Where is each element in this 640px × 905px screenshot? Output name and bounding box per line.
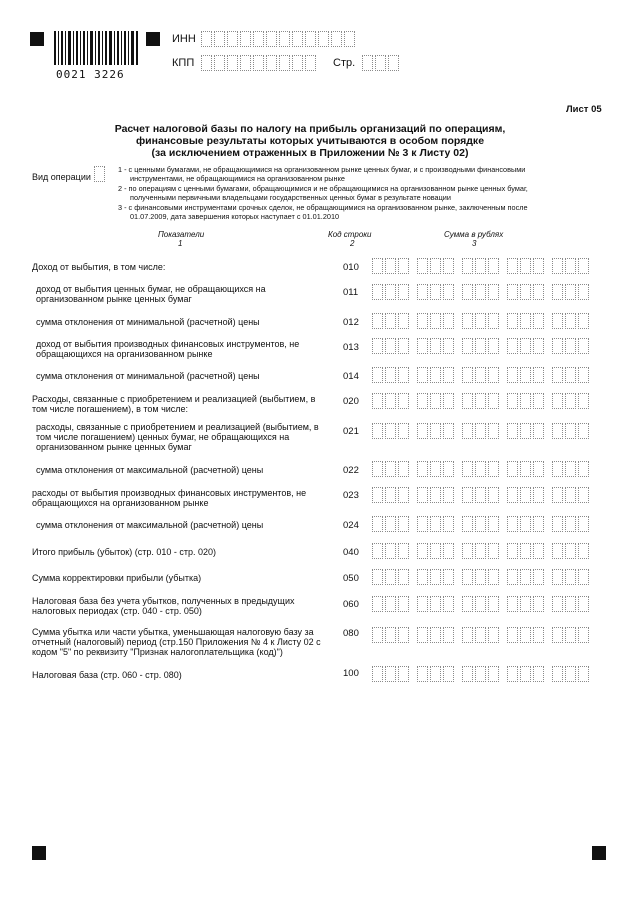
inn-field[interactable] — [201, 31, 357, 47]
row-code: 021 — [343, 426, 359, 437]
amount-field[interactable] — [372, 313, 591, 329]
row-label: сумма отклонения от максимальной (расчетной) цены — [36, 465, 264, 475]
corner-marker-bottom-left — [32, 846, 46, 860]
row-code: 013 — [343, 342, 359, 353]
amount-field[interactable] — [372, 258, 591, 274]
row-code: 014 — [343, 371, 359, 382]
row-label: сумма отклонения от максимальной (расчетной) цены — [36, 520, 264, 530]
operation-type-option: 3 - с финансовыми инструментами срочных сделок, не обращающимися на организованном рынке, заключенным после — [118, 203, 528, 212]
row-label: Расходы, связанные с приобретением и реализацией (выбытием, в — [32, 394, 316, 404]
row-label: Налоговая база (стр. 060 - стр. 080) — [32, 670, 182, 680]
amount-field[interactable] — [372, 516, 591, 532]
column-header-indicators-number: 1 — [178, 239, 183, 248]
row-code: 023 — [343, 490, 359, 501]
row-code: 010 — [343, 262, 359, 273]
row-code: 020 — [343, 396, 359, 407]
form-title-line-2: финансовые результаты которых учитываются в особом порядке — [135, 135, 485, 147]
barcode-digits: 0021 3226 — [56, 68, 125, 81]
row-label: организованном рынке ценных бумаг — [36, 294, 192, 304]
page-label: Стр. — [333, 57, 356, 69]
column-header-amount-number: 3 — [472, 239, 477, 248]
column-header-line-code: Код строки — [328, 230, 372, 239]
row-label: отчетный (налоговый) период (стр.150 Приложения № 4 к Листу 02 с — [32, 637, 321, 647]
row-code: 011 — [343, 287, 359, 298]
row-label: доход от выбытия производных финансовых инструментов, не — [36, 339, 300, 349]
row-label: Итого прибыль (убыток) (стр. 010 - стр. 020) — [32, 547, 217, 557]
row-code: 022 — [343, 465, 359, 476]
amount-field[interactable] — [372, 543, 591, 559]
operation-type-option: 1 - с ценными бумагами, не обращающимися на организованном рынке ценных бумаг, и с производными финансовыми — [118, 165, 526, 174]
amount-field[interactable] — [372, 461, 591, 477]
kpp-field[interactable] — [201, 55, 318, 71]
column-header-line-code-number: 2 — [350, 239, 355, 248]
corner-marker-top-left — [30, 32, 44, 46]
amount-field[interactable] — [372, 666, 591, 682]
barcode — [54, 31, 140, 67]
row-code: 100 — [343, 668, 359, 679]
row-code: 050 — [343, 573, 359, 584]
operation-type-label: Вид операции — [32, 172, 91, 182]
amount-field[interactable] — [372, 569, 591, 585]
operation-type-option: полученными первичными владельцами государственных ценных бумаг в результате новации — [130, 193, 451, 202]
inn-label: ИНН — [172, 33, 196, 45]
form-title-line-3: (за исключением отраженных в Приложении № 3 к Листу 02) — [151, 147, 469, 159]
amount-field[interactable] — [372, 338, 591, 354]
operation-type-field[interactable] — [94, 166, 107, 182]
row-label: сумма отклонения от минимальной (расчетной) цены — [36, 317, 260, 327]
row-label: Сумма корректировки прибыли (убытка) — [32, 573, 202, 583]
row-code: 012 — [343, 317, 359, 328]
amount-field[interactable] — [372, 596, 591, 612]
row-label: кодом "5" по реквизиту "Признак налогоплательщика (код)") — [32, 647, 283, 657]
corner-marker-bottom-right — [592, 846, 606, 860]
amount-field[interactable] — [372, 367, 591, 383]
kpp-label: КПП — [172, 57, 195, 69]
row-label: расходы, связанные с приобретением и реализацией (выбытием, в — [36, 422, 319, 432]
corner-marker-top-right — [146, 32, 160, 46]
row-label: обращающихся на организованном рынке — [36, 349, 213, 359]
row-label: Сумма убытка или части убытка, уменьшающая налоговую базу за — [32, 627, 314, 637]
row-label: обращающихся на организованном рынке — [32, 498, 209, 508]
row-label: налоговых периодах (стр. 040 - стр. 050) — [32, 606, 202, 616]
row-label: том числе погашением) ценных бумаг, не обращающихся на — [36, 432, 290, 442]
amount-field[interactable] — [372, 627, 591, 643]
sheet-label: Лист 05 — [566, 104, 602, 115]
row-code: 040 — [343, 547, 359, 558]
row-code: 024 — [343, 520, 359, 531]
column-header-indicators: Показатели — [158, 230, 205, 239]
row-label: доход от выбытия ценных бумаг, не обращающихся на — [36, 284, 266, 294]
row-label: сумма отклонения от минимальной (расчетной) цены — [36, 371, 260, 381]
row-code: 060 — [343, 599, 359, 610]
row-label: расходы от выбытия производных финансовых инструментов, не — [32, 488, 307, 498]
amount-field[interactable] — [372, 487, 591, 503]
row-label: Доход от выбытия, в том числе: — [32, 262, 166, 272]
column-header-amount: Сумма в рублях — [444, 230, 504, 239]
operation-type-option: инструментами, не обращающимися на организованном рынке — [130, 174, 345, 183]
row-code: 080 — [343, 628, 359, 639]
amount-field[interactable] — [372, 423, 591, 439]
operation-type-option: 01.07.2009, дата завершения которых наступает с 01.01.2010 — [130, 212, 340, 221]
row-label: том числе погашением), в том числе: — [32, 404, 189, 414]
operation-type-option: 2 - по операциям с ценными бумагами, обращающимися и не обращающимися на организованном рынке ценных бумаг, — [118, 184, 528, 193]
row-label: организованном рынке ценных бумаг — [36, 442, 192, 452]
page-number-field[interactable] — [362, 55, 401, 71]
row-label: Налоговая база без учета убытков, полученных в предыдущих — [32, 596, 295, 606]
amount-field[interactable] — [372, 284, 591, 300]
form-title-line-1: Расчет налоговой базы по налогу на прибыль организаций по операциям, — [114, 123, 506, 135]
amount-field[interactable] — [372, 393, 591, 409]
